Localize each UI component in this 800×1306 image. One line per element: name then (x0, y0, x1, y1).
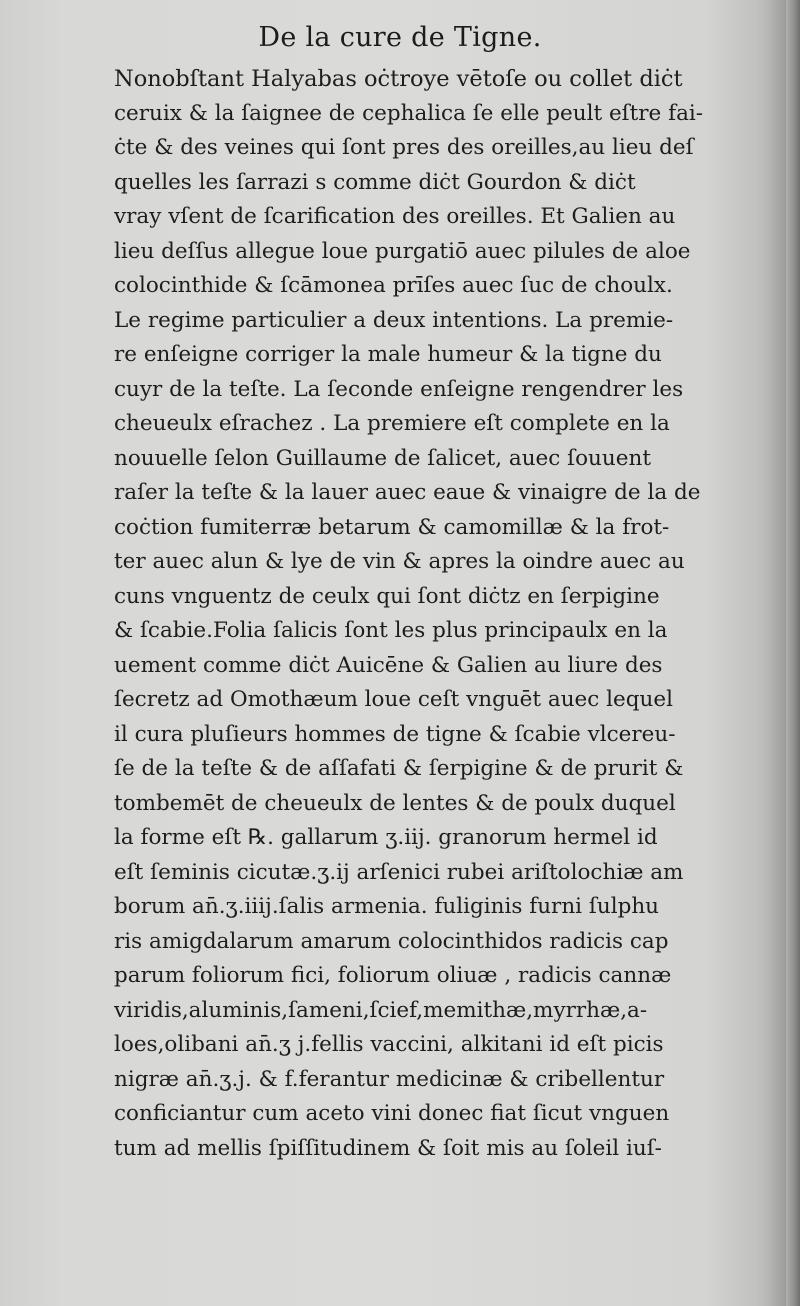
text-line: viridis,aluminis,ſameni,ſcief,memithæ,myrrhæ,a- (114, 997, 648, 1023)
text-line: nouuelle ſelon Guillaume de ſalicet, auec ſouuent (114, 445, 651, 471)
text-line: ſecretz ad Omothæum loue ceſt vnguēt auec lequel (114, 687, 673, 712)
text-line: Le regime particulier a deux intentions. La premie- (114, 307, 674, 333)
text-line: Nonobſtant Halyabas oċtroye vētoſe ou collet diċt (114, 66, 683, 92)
text-line: il cura pluſieurs hommes de tigne & ſcabie vlcereu- (114, 721, 676, 747)
text-line: colocinthide & ſcāmonea prīſes auec ſuc de choulx. (114, 273, 673, 298)
page-fold-shadow (756, 0, 786, 1306)
text-line: & ſcabie.Folia ſalicis ſont les plus principaulx en la (114, 618, 668, 643)
text-line: quelles les ſarrazi s comme diċt Gourdon & diċt (114, 169, 636, 195)
text-line: re enſeigne corriger la male humeur & la tigne du (114, 342, 662, 367)
text-line: conficiantur cum aceto vini donec fiat ſicut vnguen (114, 1101, 670, 1126)
text-line: ter auec alun & lye de vin & apres la oindre auec au (114, 549, 685, 574)
text-line: tum ad mellis ſpiſſitudinem & ſoit mis au ſoleil iuſ- (114, 1135, 662, 1161)
text-line: eſt ſeminis cicutæ.ʒ.ij arſenici rubei ariſtolochiæ am (114, 859, 684, 885)
text-line: tombemēt de cheueulx de lentes & de poulx duquel (114, 790, 676, 816)
text-line: cheueulx eſrachez . La premiere eſt complete en la (114, 411, 670, 436)
text-line: ceruix & la ſaignee de cephalica ſe elle peult eſtre fai- (114, 100, 704, 126)
text-line: ſe de la teſte & de aſſafati & ſerpigine & de prurit & (114, 756, 684, 781)
running-header: De la cure de Tigne. (258, 22, 542, 53)
text-line: raſer la teſte & la lauer auec eaue & vinaigre de la de (114, 480, 701, 505)
text-line: lieu deſſus allegue loue purgatiō auec pilules de aloe (114, 238, 691, 264)
text-line: loes,olibani an̄.ʒ j.fellis vaccini, alkitani id eſt picis (114, 1032, 664, 1057)
text-line: coċtion fumiterræ betarum & camomillæ & la frot- (114, 514, 670, 540)
text-line: nigræ an̄.ʒ.j. & f.ferantur medicinæ & cribellentur (114, 1066, 665, 1092)
text-line: cuyr de la teſte. La ſeconde enſeigne rengendrer les (114, 376, 684, 402)
text-line: cuns vnguentz de ceulx qui ſont diċtz en ſerpigine (114, 583, 660, 609)
text-line: parum foliorum fici, foliorum oliuæ , radicis cannæ (114, 963, 672, 988)
text-line: uement comme diċt Auicēne & Galien au liure des (114, 652, 663, 678)
text-line: la forme eſt ℞. gallarum ʒ.iij. granorum hermel id (114, 825, 658, 850)
text-line: ċte & des veines qui ſont pres des oreilles,au lieu deſ (114, 135, 694, 160)
text-block (114, 62, 730, 1166)
text-line: ris amigdalarum amarum colocinthidos radicis cap (114, 928, 669, 954)
page-gutter (786, 0, 800, 1306)
text-line: vray vſent de ſcarification des oreilles. Et Galien au (114, 204, 676, 229)
text-line: borum an̄.ʒ.iiij.ſalis armenia. fuliginis furni ſulphu (114, 894, 660, 919)
